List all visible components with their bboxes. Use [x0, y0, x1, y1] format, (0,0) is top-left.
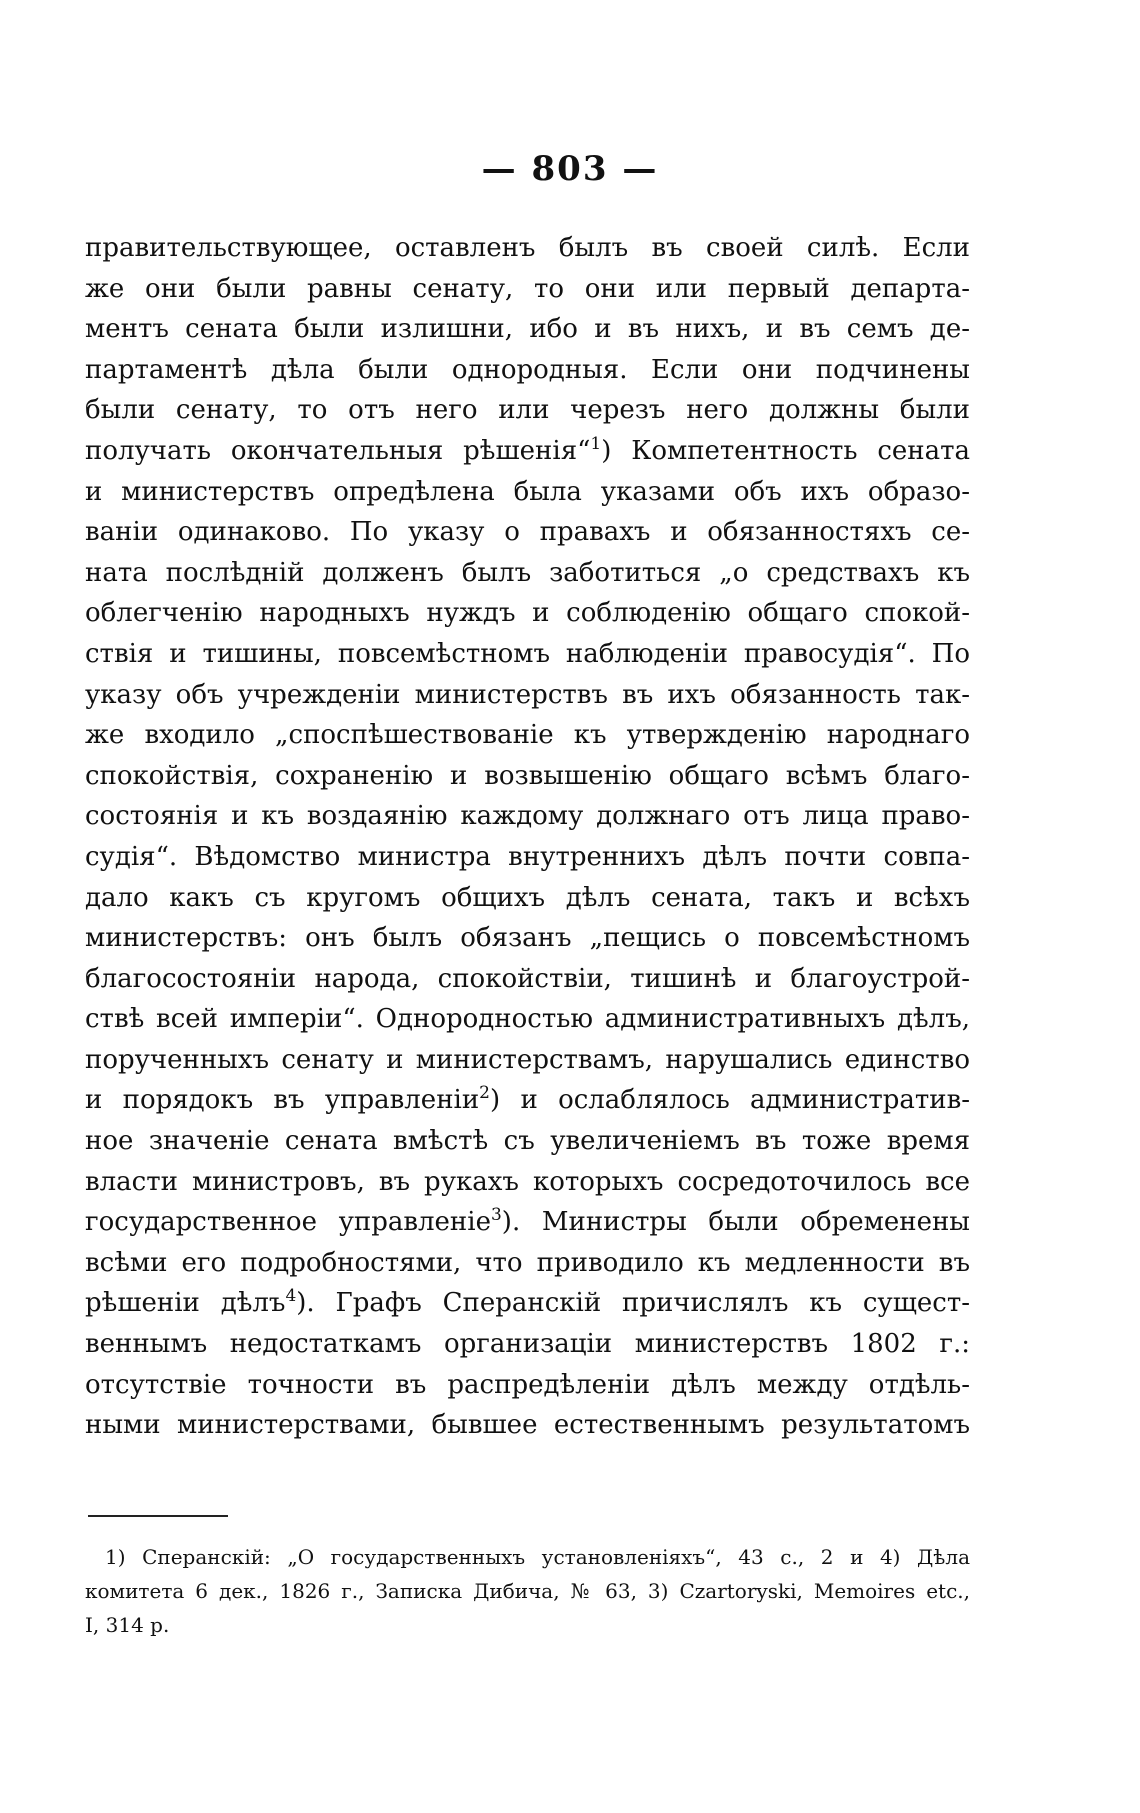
- text-line: были сенату, то отъ него или черезъ него должны были: [85, 395, 970, 426]
- text-line: порученныхъ сенату и министерствамъ, нарушались единство: [85, 1044, 970, 1075]
- text-line: благосостояніи народа, спокойствіи, тишинѣ и благоустрой-: [85, 963, 970, 994]
- text-segment: получать окончательныя рѣшенія“: [85, 435, 591, 466]
- text-line: [85, 1202, 970, 1243]
- text-line: всѣми его подробностями, что приводило къ медленности въ: [85, 1247, 970, 1278]
- text-line: же входило „споспѣшествованіе къ утвержденію народнаго: [85, 720, 970, 751]
- text-line: [85, 431, 970, 472]
- text-line: спокойствія, сохраненію и возвышенію общаго всѣмъ благо-: [85, 760, 970, 791]
- text-line: [85, 1283, 970, 1324]
- footnote-ref: 2: [479, 1083, 490, 1104]
- page-number: — 803 —: [481, 149, 659, 189]
- text-line: ваніи одинаково. По указу о правахъ и обязанностяхъ се-: [85, 517, 970, 548]
- footnote-line: комитета 6 дек., 1826 г., Записка Дибича, № 63, 3) Czartoryski, Memoires etc.,: [85, 1579, 970, 1603]
- text-segment: ) Компетентность сената: [601, 435, 970, 466]
- text-segment: ) и ослаблялось административ-: [490, 1085, 970, 1116]
- text-line: веннымъ недостаткамъ организаціи министерствъ 1802 г.:: [85, 1329, 970, 1360]
- footnote-ref: 3: [490, 1205, 502, 1226]
- footnotes: [85, 1540, 970, 1642]
- text-line: ната послѣдній долженъ былъ заботиться „о средствахъ къ: [85, 557, 970, 588]
- text-line: облегченію народныхъ нуждъ и соблюденію общаго спокой-: [85, 598, 970, 629]
- text-line: ствѣ всей имперіи“. Однородностью административныхъ дѣлъ,: [85, 1004, 970, 1035]
- text-line: ментъ сената были излишни, ибо и въ нихъ, и въ семъ де-: [85, 314, 970, 345]
- text-line: власти министровъ, въ рукахъ которыхъ сосредоточилось все: [85, 1166, 970, 1197]
- text-line: указу объ учрежденіи министерствъ въ ихъ обязанность так-: [85, 679, 970, 710]
- footnote-line: I, 314 p.: [85, 1613, 170, 1637]
- footnote-divider: [88, 1515, 228, 1517]
- text-segment: и порядокъ въ управленіи: [85, 1085, 480, 1116]
- footnote-line: 1) Сперанскій: „О государственныхъ установленіяхъ“, 43 с., 2 и 4) Дѣла: [105, 1545, 970, 1569]
- text-line: партаментѣ дѣла были однородныя. Если они подчинены: [85, 354, 970, 385]
- text-segment: ). Графъ Сперанскій причислялъ къ сущест-: [296, 1288, 970, 1319]
- footnote-ref: 4: [285, 1286, 297, 1307]
- text-line: министерствъ: онъ былъ обязанъ „пещись о повсемѣстномъ: [85, 923, 970, 954]
- text-line: ное значеніе сената вмѣстѣ съ увеличеніемъ въ тоже время: [85, 1126, 970, 1157]
- text-segment: ). Министры были обременены: [501, 1207, 970, 1238]
- text-line: правительствующее, оставленъ былъ въ своей силѣ. Если: [85, 233, 970, 263]
- text-line: состоянія и къ воздаянію каждому должнаго отъ лица право-: [85, 801, 970, 832]
- text-line: и министерствъ опредѣлена была указами объ ихъ образо-: [85, 476, 970, 507]
- text-line: [85, 1080, 970, 1121]
- text-segment: государственное управленіе: [85, 1207, 491, 1238]
- text-segment: рѣшеніи дѣлъ: [85, 1288, 286, 1319]
- text-line: судія“. Вѣдомство министра внутреннихъ дѣлъ почти совпа-: [85, 841, 970, 872]
- text-line: же они были равны сенату, то они или первый департа-: [85, 273, 970, 304]
- text-line: ствія и тишины, повсемѣстномъ наблюденіи правосудія“. По: [85, 638, 970, 669]
- body-text: [85, 228, 970, 1446]
- text-line: дало какъ съ кругомъ общихъ дѣлъ сената, такъ и всѣхъ: [85, 882, 970, 913]
- text-line: ными министерствами, бывшее естественнымъ результатомъ: [85, 1410, 970, 1441]
- text-line: отсутствіе точности въ распредѣленіи дѣлъ между отдѣль-: [85, 1369, 970, 1400]
- footnote-ref: 1: [590, 433, 602, 454]
